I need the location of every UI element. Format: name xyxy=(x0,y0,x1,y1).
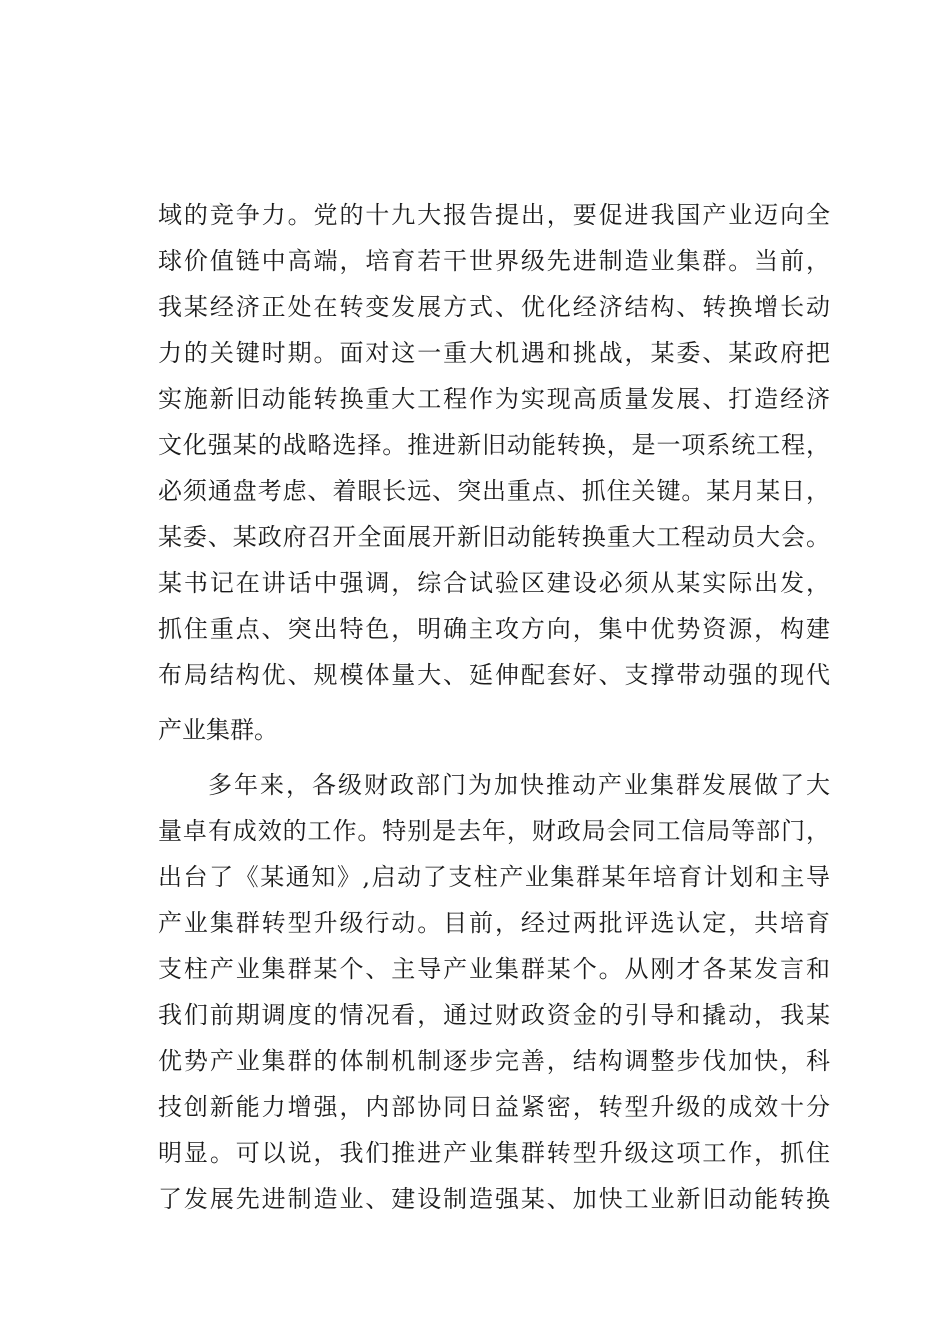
paragraph-2 xyxy=(158,762,830,1222)
text-line: 技创新能力增强，内部协同日益紧密，转型升级的成效十分 xyxy=(158,1093,830,1121)
text-line: 实施新旧动能转换重大工程作为实现高质量发展、打造经济 xyxy=(158,385,830,413)
text-line: 我们前期调度的情况看，通过财政资金的引导和撬动，我某 xyxy=(158,1001,830,1029)
text-line: 量卓有成效的工作。特别是去年，财政局会同工信局等部门， xyxy=(158,817,830,845)
text-line: 某书记在讲话中强调，综合试验区建设必须从某实际出发， xyxy=(158,569,830,597)
document-body xyxy=(158,192,830,1222)
text-line: 力的关键时期。面对这一重大机遇和挑战，某委、某政府把 xyxy=(158,339,830,367)
text-line: 了发展先进制造业、建设制造强某、加快工业新旧动能转换 xyxy=(158,1185,830,1213)
paragraph-1 xyxy=(158,192,830,762)
text-line: 多年来，各级财政部门为加快推动产业集群发展做了大 xyxy=(208,771,830,799)
text-line: 文化强某的战略选择。推进新旧动能转换，是一项系统工程， xyxy=(158,431,830,459)
text-line: 抓住重点、突出特色，明确主攻方向，集中优势资源，构建 xyxy=(158,615,830,643)
text-line: 我某经济正处在转变发展方式、优化经济结构、转换增长动 xyxy=(158,293,830,321)
text-line: 产业集群。 xyxy=(158,716,278,744)
text-line: 必须通盘考虑、着眼长远、突出重点、抓住关键。某月某日， xyxy=(158,477,830,505)
text-line: 明显。可以说，我们推进产业集群转型升级这项工作，抓住 xyxy=(158,1139,830,1167)
text-line: 支柱产业集群某个、主导产业集群某个。从刚才各某发言和 xyxy=(158,955,830,983)
text-line: 产业集群转型升级行动。目前，经过两批评选认定，共培育 xyxy=(158,909,830,937)
text-line: 优势产业集群的体制机制逐步完善，结构调整步伐加快，科 xyxy=(158,1047,830,1075)
text-line: 某委、某政府召开全面展开新旧动能转换重大工程动员大会。 xyxy=(158,523,830,551)
text-line: 布局结构优、规模体量大、延伸配套好、支撑带动强的现代 xyxy=(158,661,830,689)
text-line: 域的竞争力。党的十九大报告提出，要促进我国产业迈向全 xyxy=(158,201,830,229)
text-line: 球价值链中高端，培育若干世界级先进制造业集群。当前， xyxy=(158,247,830,275)
text-line: 出台了《某通知》,启动了支柱产业集群某年培育计划和主导 xyxy=(158,863,830,891)
